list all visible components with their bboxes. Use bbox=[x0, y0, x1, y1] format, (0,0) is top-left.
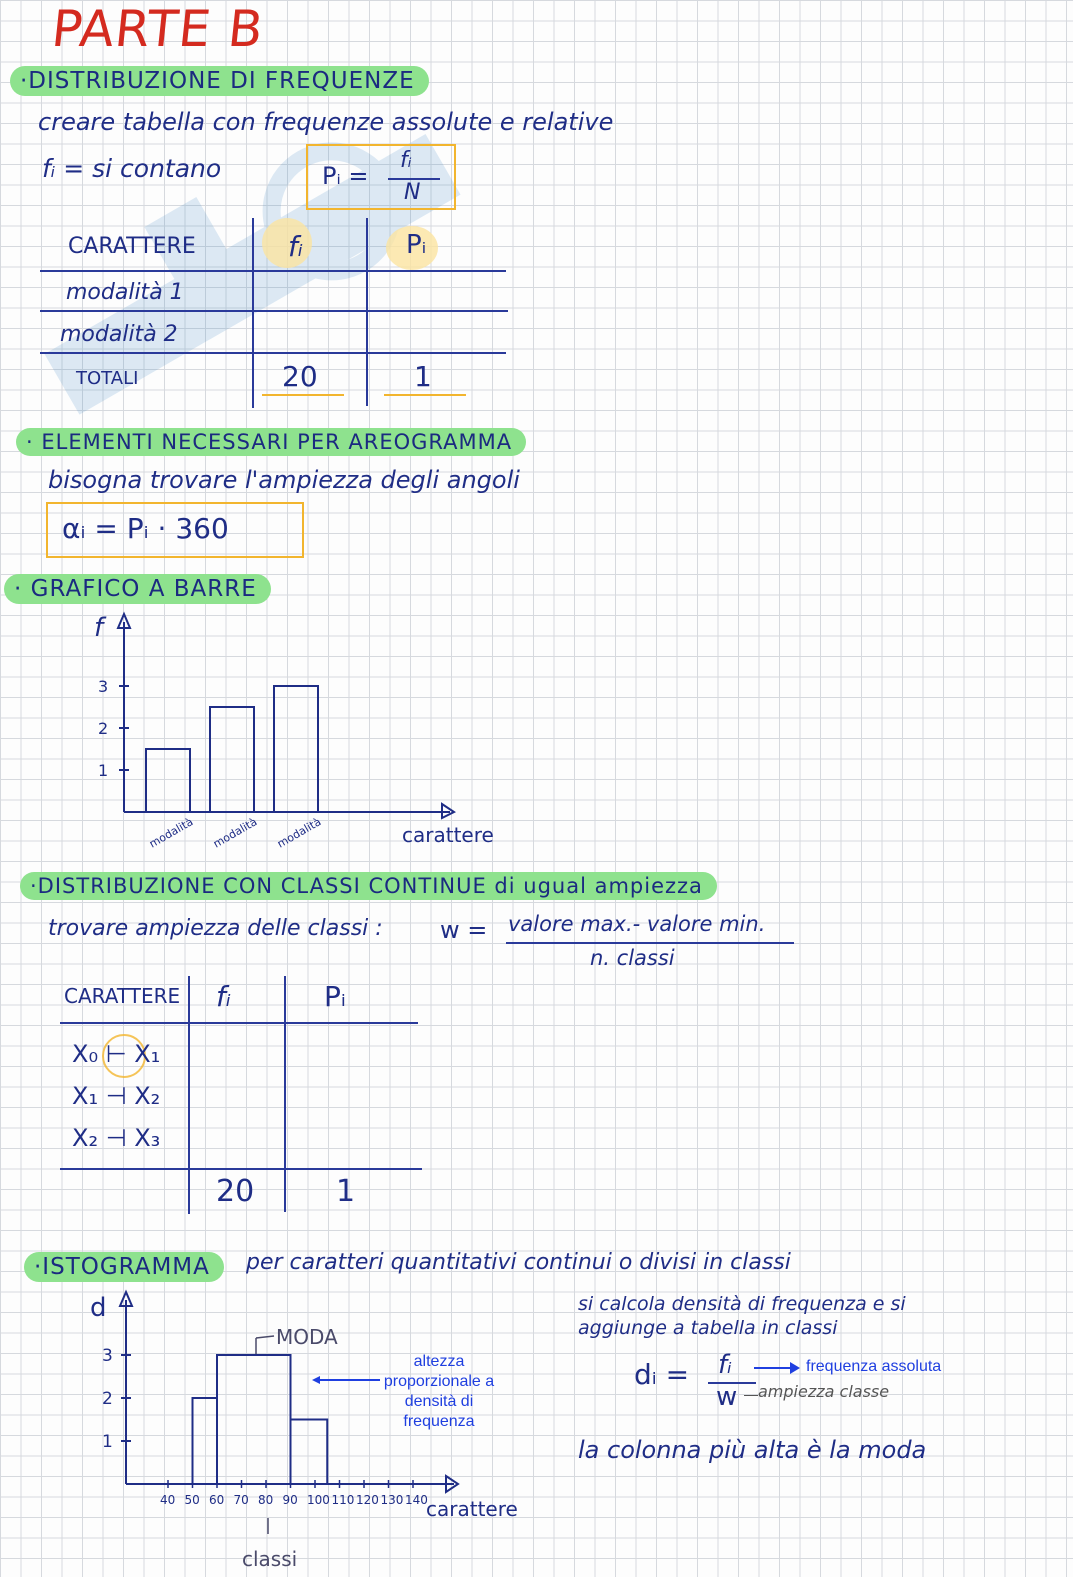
section-subtitle: creare tabella con frequenze assolute e relative bbox=[38, 108, 614, 136]
di-denominator: w bbox=[716, 1382, 738, 1412]
moda-label: MODA bbox=[276, 1325, 338, 1349]
density-note: si calcola densità di frequenza e si aggiunge a tabella in classi bbox=[578, 1293, 906, 1339]
total-underline bbox=[384, 394, 466, 396]
table-rule bbox=[40, 310, 508, 312]
table-header-pi: Pᵢ bbox=[406, 230, 427, 260]
x-tick-label: 110 bbox=[331, 1493, 355, 1507]
numerator-note-arrowhead bbox=[790, 1362, 800, 1374]
bar bbox=[210, 707, 254, 812]
table-row-label: modalità 1 bbox=[66, 280, 184, 305]
section-subtitle: per caratteri quantitativi continui o divisi in classi bbox=[246, 1250, 791, 1275]
alpha-formula: αᵢ = Pᵢ · 360 bbox=[62, 512, 229, 545]
y-tick-label: 1 bbox=[102, 1432, 113, 1452]
table-row-label: X₀ ⊢ X₁ bbox=[72, 1040, 161, 1068]
table-total-fi: 20 bbox=[282, 360, 318, 393]
page-title: PARTE B bbox=[48, 0, 267, 58]
pi-numerator: fᵢ bbox=[400, 148, 412, 173]
y-tick-label: 1 bbox=[98, 761, 109, 780]
table-column-rule bbox=[366, 218, 368, 406]
y-tick-label: 2 bbox=[98, 719, 109, 738]
category-label: modalità bbox=[147, 815, 196, 851]
table-row-label: X₁ ⊣ X₂ bbox=[72, 1082, 161, 1110]
histogram-bar bbox=[217, 1355, 291, 1484]
x-tick-label: 70 bbox=[233, 1493, 249, 1507]
table-rule bbox=[60, 1022, 418, 1024]
numerator-note-arrow bbox=[754, 1367, 790, 1369]
table-column-rule bbox=[252, 218, 254, 408]
table-column-rule bbox=[188, 976, 190, 1214]
x-tick-label: 130 bbox=[380, 1493, 404, 1507]
histogram-annotation: altezza proporzionale a densità di frequenza bbox=[383, 1353, 495, 1430]
fi-definition: fᵢ = si contano bbox=[42, 154, 222, 183]
table-header-carattere: CARATTERE bbox=[64, 984, 181, 1008]
category-label: modalità bbox=[211, 815, 260, 851]
table-total-pi: 1 bbox=[414, 360, 432, 393]
table-header-pi: Pᵢ bbox=[324, 980, 346, 1013]
x-tick-label: 90 bbox=[282, 1493, 298, 1507]
numerator-note: frequenza assoluta bbox=[806, 1358, 942, 1375]
histogram-bar bbox=[193, 1398, 218, 1484]
section-subtitle: bisogna trovare l'ampiezza degli angoli bbox=[48, 466, 520, 494]
section-heading-areogramma: · ELEMENTI NECESSARI PER AREOGRAMMA bbox=[16, 428, 526, 456]
section-heading-classi-continue: ·DISTRIBUZIONE CON CLASSI CONTINUE di ugual ampiezza bbox=[20, 872, 717, 900]
x-classi-label: classi bbox=[242, 1547, 298, 1571]
denominator-note: ampiezza classe bbox=[758, 1382, 890, 1401]
total-underline bbox=[262, 394, 344, 396]
y-tick-label: 3 bbox=[98, 677, 109, 696]
alpha-formula-box bbox=[46, 502, 304, 558]
section-heading-istogramma: ·ISTOGRAMMA bbox=[24, 1252, 224, 1282]
table-total-fi: 20 bbox=[216, 1174, 255, 1209]
bar-chart bbox=[80, 604, 520, 854]
denominator-note-arrow bbox=[744, 1395, 758, 1396]
pi-denominator: N bbox=[404, 180, 421, 205]
table-total-pi: 1 bbox=[336, 1174, 356, 1209]
x-tick-label: 40 bbox=[160, 1493, 176, 1507]
x-tick-label: 50 bbox=[184, 1493, 200, 1507]
bar bbox=[146, 749, 190, 812]
di-numerator: fᵢ bbox=[718, 1350, 732, 1380]
table-row-label: X₂ ⊣ X₃ bbox=[72, 1124, 161, 1152]
table-rule bbox=[40, 270, 506, 272]
w-numerator: valore max.- valore min. bbox=[508, 912, 766, 936]
x-axis-label: carattere bbox=[402, 823, 494, 847]
table-header-fi: fᵢ bbox=[216, 980, 231, 1013]
table-column-rule bbox=[284, 976, 286, 1212]
moda-arrow bbox=[256, 1336, 274, 1338]
table-rule bbox=[60, 1168, 422, 1170]
class-table bbox=[60, 976, 430, 1216]
bar bbox=[274, 686, 318, 812]
moda-note: la colonna più alta è la moda bbox=[578, 1436, 927, 1464]
y-tick-label: 3 bbox=[102, 1346, 113, 1366]
section-subtitle: trovare ampiezza delle classi : bbox=[48, 916, 383, 941]
histogram-bar bbox=[291, 1420, 328, 1485]
x-tick-label: 120 bbox=[356, 1493, 379, 1507]
pi-formula-box bbox=[306, 144, 456, 210]
annotation-arrowhead bbox=[312, 1376, 320, 1384]
section-heading-grafico-barre: · GRAFICO A BARRE bbox=[4, 574, 271, 604]
frequency-table bbox=[40, 218, 520, 408]
y-axis-label: d bbox=[90, 1293, 107, 1323]
table-header-carattere: CARATTERE bbox=[68, 234, 196, 259]
table-total-label: TOTALI bbox=[76, 368, 139, 389]
y-tick-label: 2 bbox=[102, 1389, 113, 1409]
x-axis-label: carattere bbox=[426, 1497, 518, 1521]
x-tick-label: 100 bbox=[307, 1493, 330, 1507]
w-denominator: n. classi bbox=[590, 946, 675, 970]
x-tick-label: 60 bbox=[209, 1493, 225, 1507]
fraction-bar bbox=[506, 942, 794, 944]
y-axis-label: f bbox=[94, 613, 104, 643]
category-label: modalità bbox=[275, 815, 324, 851]
pi-formula-left: Pᵢ = bbox=[322, 162, 369, 190]
x-tick-label: 140 bbox=[405, 1493, 428, 1507]
table-header-fi: fᵢ bbox=[288, 230, 303, 263]
x-tick-label: 80 bbox=[258, 1493, 274, 1507]
table-rule bbox=[40, 352, 506, 354]
section-heading-distribuzione: ·DISTRIBUZIONE DI FREQUENZE bbox=[10, 66, 429, 96]
w-formula-left: w = bbox=[440, 916, 488, 944]
highlight-blob bbox=[262, 218, 312, 268]
table-row-label: modalità 2 bbox=[60, 322, 178, 347]
di-formula-left: dᵢ = bbox=[634, 1358, 690, 1391]
